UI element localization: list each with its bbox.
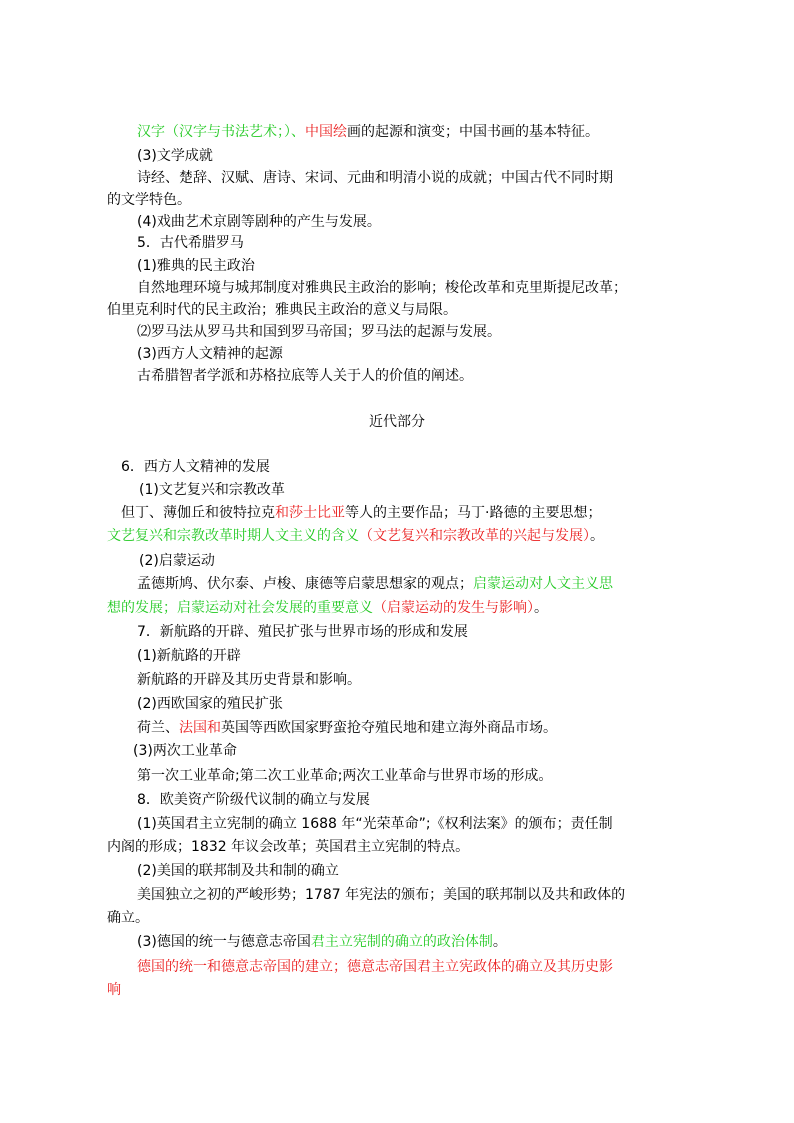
heading-enlightenment: [139, 551, 215, 571]
text-segment: 古希腊智者学派和苏格拉底等人关于人的价值的阐述。: [137, 368, 473, 384]
text-segment: 内阁的形成；1832 年议会改革；英国君主立宪制的特点。: [107, 839, 470, 855]
text-segment: 但丁、薄伽丘和彼特拉克: [121, 505, 275, 521]
paragraph-german-line2: [107, 980, 121, 1000]
paragraph-new-routes: [137, 670, 361, 690]
paragraph-us-line1: [137, 885, 625, 905]
paragraph-literature-line1: [137, 168, 687, 188]
text-segment: (3)文学成就: [137, 148, 213, 164]
text-segment: (1)雅典的民主政治: [137, 258, 255, 274]
paragraph-renaissance-line1: [121, 503, 601, 523]
text-segment: (4)戏曲艺术京剧等剧种的产生与发展。: [137, 214, 381, 230]
paragraph-german-line1: [137, 957, 613, 977]
heading-new-routes: [137, 622, 468, 642]
text-segment: 7．新航路的开辟、殖民扩张与世界市场的形成和发展: [137, 624, 468, 640]
text-segment: 确立。: [107, 910, 149, 926]
paragraph-britain-line2: [107, 837, 469, 857]
text-segment: 法国和: [179, 720, 221, 736]
line-hanzi-painting: [137, 122, 599, 142]
text-segment: 8．欧美资产阶级代议制的确立与发展: [137, 792, 370, 808]
heading-us-federalism: [137, 861, 339, 881]
text-segment: 自然地理环境与城邦制度对雅典民主政治的影响；梭伦改革和克里斯提尼改革；: [137, 280, 627, 296]
text-segment: 响: [107, 982, 121, 998]
text-segment: 。: [590, 528, 604, 544]
heading-western-humanism: [121, 457, 270, 477]
text-segment: 。: [534, 600, 548, 616]
text-segment: 6．西方人文精神的发展: [121, 459, 270, 475]
text-segment: (2)启蒙运动: [139, 553, 215, 569]
text-segment: 启蒙运动对人文主义思: [473, 576, 613, 592]
paragraph-colonial-expansion: [137, 718, 557, 738]
paragraph-athens-line1: [137, 278, 627, 298]
text-segment: 美国独立之初的严峻形势；1787 年宪法的颁布；美国的联邦制以及共和政体的: [137, 887, 626, 903]
text-segment: 伯里克利时代的民主政治；雅典民主政治的意义与局限。: [107, 302, 457, 318]
text-segment: 英国等西欧国家野蛮抢夺殖民地和建立海外商品市场。: [221, 720, 557, 736]
heading-roman-law: [137, 322, 501, 342]
text-segment: ⑵罗马法从罗马共和国到罗马帝国；罗马法的起源与发展。: [137, 324, 501, 340]
paragraph-humanism-origin: [137, 366, 473, 386]
paragraph-renaissance-line2: [107, 526, 604, 546]
heading-industrial-revolutions: [133, 741, 237, 761]
text-segment: 孟德斯鸠、伏尔泰、卢梭、康德等启蒙思想家的观点；: [137, 576, 473, 592]
heading-german-unification: [137, 932, 507, 952]
paragraph-britain-line1: [137, 814, 613, 834]
text-segment: 荷兰、: [137, 720, 179, 736]
text-segment: （启蒙运动的发生与影响）: [373, 600, 534, 616]
paragraph-literature-line2: [107, 190, 191, 210]
paragraph-enlightenment-line1: [137, 574, 613, 594]
text-segment: 文艺复兴和宗教改革时期人文主义的含义: [107, 528, 359, 544]
text-segment: (3)德国的统一与德意志帝国: [137, 934, 311, 950]
heading-representative-system: [137, 790, 370, 810]
text-segment: 等人的主要作品；马丁·路德的主要思想；: [345, 505, 602, 521]
text-segment: 5．古代希腊罗马: [137, 235, 244, 251]
paragraph-athens-line2: [107, 300, 457, 320]
heading-literature: [137, 146, 213, 166]
text-segment: 近代部分: [369, 414, 425, 430]
text-segment: (3)西方人文精神的起源: [137, 346, 283, 362]
text-segment: （文艺复兴和宗教改革的兴起与发展）: [359, 528, 590, 544]
text-segment: 中国绘: [305, 124, 347, 140]
paragraph-enlightenment-line2: [107, 598, 548, 618]
text-segment: 第一次工业革命;第二次工业革命;两次工业革命与世界市场的形成。: [137, 768, 553, 784]
heading-renaissance: [139, 480, 285, 500]
text-segment: (3)两次工业革命: [133, 743, 237, 759]
paragraph-industrial-revolutions: [137, 766, 552, 786]
text-segment: 汉字（汉字与书法艺术；）、: [137, 124, 305, 140]
text-segment: 的文学特色。: [107, 192, 191, 208]
text-segment: 。: [492, 934, 507, 950]
heading-new-routes-opening: [137, 646, 241, 666]
text-segment: (2)美国的联邦制及共和制的确立: [137, 863, 339, 879]
heading-colonial-expansion: [137, 694, 283, 714]
text-segment: 想的发展；启蒙运动对社会发展的重要意义: [107, 600, 373, 616]
text-segment: (1)文艺复兴和宗教改革: [139, 482, 285, 498]
heading-humanism-origin: [137, 344, 283, 364]
section-title-modern: [0, 412, 794, 432]
text-segment: (1)新航路的开辟: [137, 648, 241, 664]
heading-athens-democracy: [137, 256, 255, 276]
heading-opera: [137, 212, 381, 232]
text-segment: 诗经、楚辞、汉赋、唐诗、宋词、元曲和明清小说的成就；中国古代不同时期: [137, 170, 613, 186]
heading-greece-rome: [137, 233, 244, 253]
text-segment: 画的起源和演变；中国书画的基本特征。: [347, 124, 599, 140]
text-segment: 德国的统一和德意志帝国的建立；德意志帝国君主立宪政体的确立及其历史影: [137, 959, 613, 975]
paragraph-us-line2: [107, 908, 149, 928]
text-segment: (2)西欧国家的殖民扩张: [137, 696, 283, 712]
text-segment: (1)英国君主立宪制的确立 1688 年“光荣革命”;《权利法案》的颁布；责任制: [137, 816, 613, 832]
text-segment: 和莎士比亚: [275, 505, 345, 521]
text-segment: 新航路的开辟及其历史背景和影响。: [137, 672, 361, 688]
text-segment: 君主立宪制的确立的政治体制: [310, 934, 493, 950]
